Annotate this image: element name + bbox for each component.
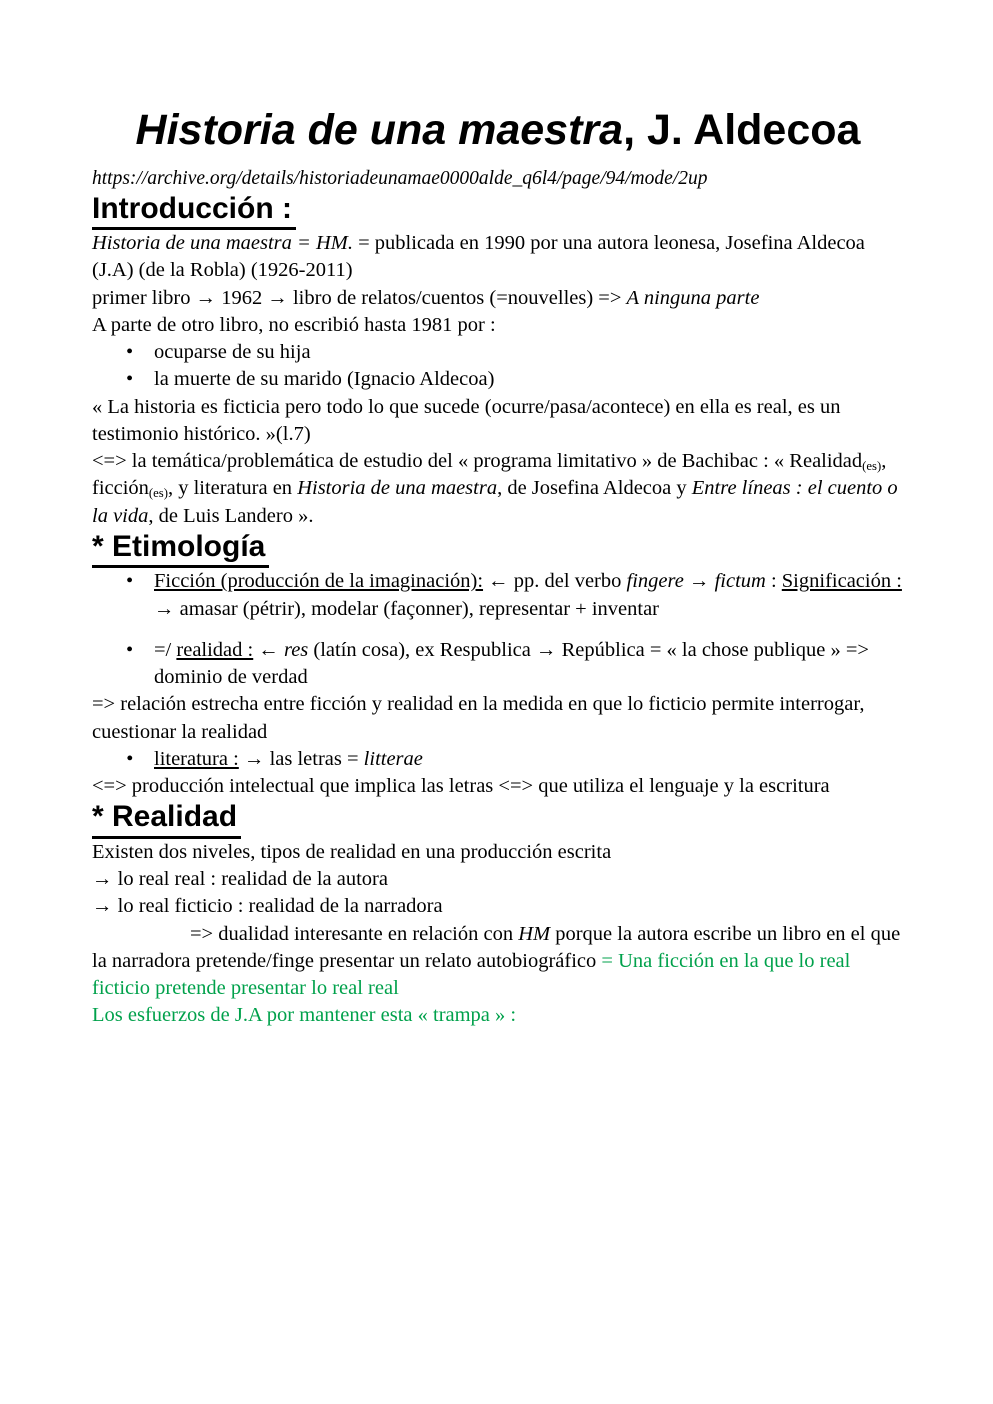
etimologia-list (92, 568, 904, 691)
ficcion-latin-fingere: fingere (626, 570, 684, 593)
source-url: https://archive.org/details/historiadeunamae0000alde_q6l4/page/94/mode/2up (92, 168, 708, 190)
list-item: • ocuparse de su hija (92, 339, 904, 366)
tematica-title-2: Entre líneas : el cuento o la vida (92, 477, 898, 527)
tematica-part-a: <=> la temática/problemática de estudio del « programa limitativo » de Bachibac : « Realidad (92, 450, 863, 473)
realidad-nivel-1: → lo real real : realidad de la autora (92, 868, 388, 891)
page-title (92, 0, 904, 153)
intro-paragraph-3: A parte de otro libro, no escribió hasta 1981 por : (92, 313, 496, 336)
tematica-part-e: , de Luis Landero ». (148, 504, 314, 527)
realidad-prefix: =/ (154, 638, 177, 661)
literatura-list (92, 746, 904, 773)
intro-quote: « La historia es ficticia pero todo lo que sucede (ocurre/pasa/acontece) en ella es real, es un testimonio histórico. »(l.7) (92, 395, 841, 445)
intro-book-abbrev: Historia de una maestra = HM. (92, 232, 353, 255)
intro-paragraph-1 (92, 230, 904, 285)
title-book-name: Historia de una maestra (135, 106, 624, 154)
intro-paragraph-2 (92, 285, 904, 312)
intro-publication-info: = publicada en 1990 por una autora leonesa, Josefina Aldecoa (J.A) (de la Robla) (1926-2011) (92, 232, 865, 282)
etimologia-relacion: => relación estrecha entre ficción y realidad en la medida en que lo ficticio permite interrogar, cuestionar la realidad (92, 693, 865, 743)
ficcion-mid: ← pp. del verbo (483, 570, 627, 593)
list-item: • la muerte de su marido (Ignacio Aldecoa) (92, 366, 904, 393)
realidad-nivel-2: → lo real ficticio : realidad de la narradora (92, 895, 443, 918)
realidad-dualidad (92, 921, 904, 1003)
title-author: , J. Aldecoa (623, 106, 861, 154)
intro-first-book-title: A ninguna parte (626, 286, 760, 309)
literatura-term: literatura : (154, 747, 239, 770)
tematica-title-1: Historia de una maestra (297, 477, 498, 500)
realidad-term: realidad : (176, 638, 254, 661)
ficcion-latin-fictum: fictum (714, 570, 766, 593)
dualidad-part-a: => dualidad interesante en relación con (190, 922, 519, 945)
document-content (92, 0, 904, 1030)
realidad-tail: (latín cosa), ex Respublica → República = « la chose publique » => dominio de verdad (154, 638, 869, 689)
tematica-part-b: , ficción (92, 450, 887, 500)
dualidad-part-b: porque la autora escribe un libro en el que la narradora pretende/finge presentar un relato autobiográfico (92, 922, 901, 972)
intro-reasons-list (92, 339, 904, 394)
list-item-literatura (92, 746, 904, 773)
intro-first-book-text: primer libro → 1962 → libro de relatos/cuentos (=nouvelles) => (92, 286, 627, 309)
literatura-latin-litterae: litterae (363, 747, 423, 770)
heading-introduccion-label: Introducción : (92, 192, 296, 231)
dualidad-hm-abbrev: HM (518, 922, 551, 945)
literatura-mid: → las letras = (238, 747, 364, 770)
list-item-ficcion (92, 568, 904, 637)
realidad-intro: Existen dos niveles, tipos de realidad en una producción escrita (92, 840, 612, 863)
ficcion-meanings: → amasar (pétrir), modelar (façonner), representar + inventar (154, 597, 660, 620)
ficcion-term: Ficción (producción de la imaginación): (154, 570, 484, 593)
heading-realidad-label: * Realidad (92, 800, 241, 839)
ficcion-significacion: Significación : (781, 570, 902, 593)
ficcion-tail: : (765, 570, 782, 593)
heading-etimologia-label: * Etimología (92, 530, 269, 569)
tematica-subscript-1: (es) (862, 459, 882, 474)
heading-realidad (92, 800, 904, 839)
literatura-definition: <=> producción intelectual que implica las letras <=> que utiliza el lenguaje y la escritura (92, 775, 830, 798)
tematica-subscript-2: (es) (148, 486, 168, 501)
realidad-esfuerzos: Los esfuerzos de J.A por mantener esta « trampa » : (92, 1004, 517, 1027)
realidad-latin-res: res (283, 638, 309, 661)
heading-etimologia (92, 530, 904, 569)
dualidad-highlight-green: = Una ficción en la que lo real ficticio pretende presentar lo real real (92, 949, 851, 1000)
list-item-realidad (92, 637, 904, 692)
heading-introduccion (92, 192, 904, 231)
tematica-part-d: , de Josefina Aldecoa y (497, 477, 692, 500)
intro-tematica (92, 448, 904, 530)
realidad-mid: ← (253, 638, 284, 661)
ficcion-arrow: → (683, 570, 715, 593)
tematica-part-c: , y literatura en (167, 477, 298, 500)
